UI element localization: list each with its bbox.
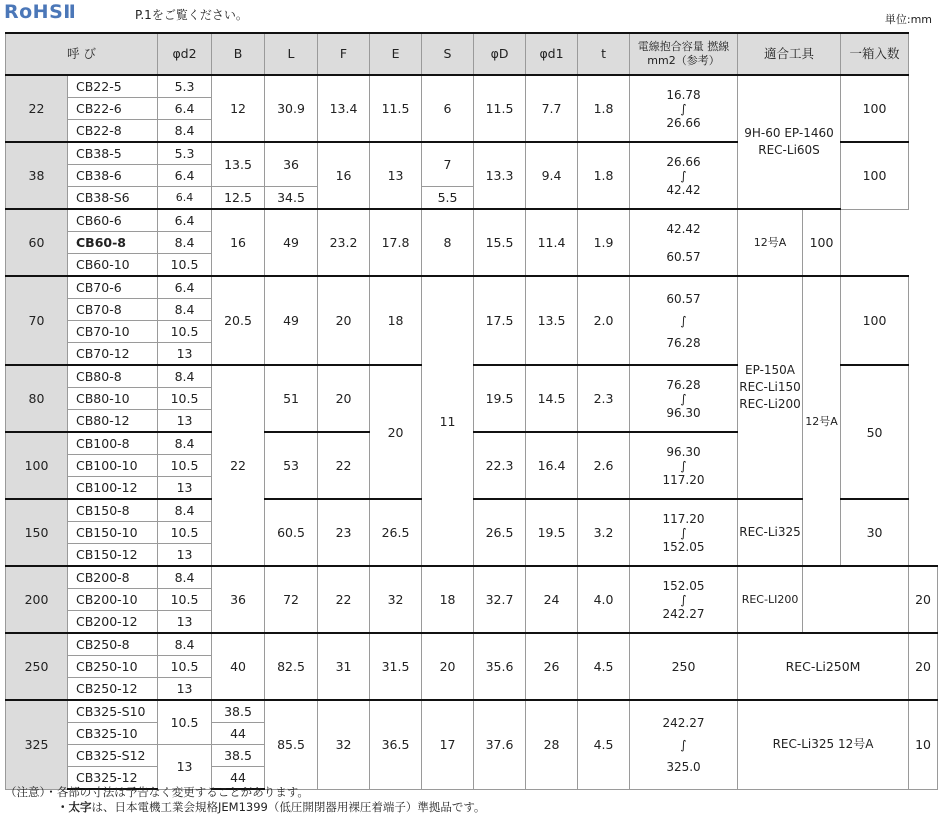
d-cell: 37.6 <box>474 700 526 789</box>
d2-cell: 10.5 <box>158 700 212 745</box>
d2-cell: 13 <box>158 544 212 567</box>
col-t: t <box>578 33 630 75</box>
wire-min: 76.28 <box>666 377 701 392</box>
d2-cell: 8.4 <box>158 499 212 522</box>
tool-cell: REC-Li325 12号A <box>738 700 909 789</box>
wave-mark: ∫ <box>680 525 687 540</box>
l-cell: 36 <box>265 142 318 187</box>
l-cell: 51 <box>265 365 318 432</box>
tool-cell: REC-Li250M <box>738 633 909 700</box>
d2-cell: 6.4 <box>158 98 212 120</box>
col-s: S <box>422 33 474 75</box>
rohs-note: P.1をご覧ください。 <box>135 8 248 22</box>
d1-cell: 24 <box>526 566 578 633</box>
t-cell: 1.8 <box>578 142 630 209</box>
d1-cell: 26 <box>526 633 578 700</box>
size-cell: 100 <box>6 432 68 499</box>
size-cell: 250 <box>6 633 68 700</box>
b-cell: 20.5 <box>212 276 265 365</box>
size-cell: 22 <box>6 75 68 142</box>
model-cell: CB80-10 <box>68 388 158 410</box>
s-cell: 11 <box>422 276 474 566</box>
col-b: B <box>212 33 265 75</box>
wire-max: 76.28 <box>666 335 701 350</box>
col-d1: φd1 <box>526 33 578 75</box>
table-row <box>6 566 938 589</box>
d1-cell: 28 <box>526 700 578 789</box>
wire-max: 96.30 <box>666 405 701 420</box>
wire-cell <box>630 276 738 365</box>
wave-mark: ∫ <box>680 592 687 607</box>
e-cell: 32 <box>370 566 422 633</box>
d2-cell: 10.5 <box>158 455 212 477</box>
b-cell: 12 <box>212 75 265 142</box>
f-cell: 23 <box>318 499 370 566</box>
model-cell: CB325-S10 <box>68 700 158 723</box>
d-cell: 17.5 <box>474 276 526 365</box>
t-cell: 4.5 <box>578 633 630 700</box>
d2-cell: 13 <box>158 611 212 634</box>
d1-cell: 7.7 <box>526 75 578 142</box>
s-cell: 20 <box>422 633 474 700</box>
e-cell: 17.8 <box>370 209 422 276</box>
t-cell: 3.2 <box>578 499 630 566</box>
model-cell: CB22-8 <box>68 120 158 143</box>
tool-cell: 9H-60 EP-1460 REC-Li60S <box>738 75 841 209</box>
wire-min: 152.05 <box>662 578 705 593</box>
box-cell: 50 <box>841 365 909 499</box>
box-cell: 10 <box>909 700 938 789</box>
col-d2: φd2 <box>158 33 212 75</box>
box-cell: 30 <box>841 499 909 566</box>
note-line-2 <box>5 800 485 815</box>
model-cell: CB80-12 <box>68 410 158 433</box>
f-cell: 23.2 <box>318 209 370 276</box>
d1-cell: 14.5 <box>526 365 578 432</box>
wire-max: 325.0 <box>666 759 701 774</box>
l-cell: 34.5 <box>265 187 318 210</box>
model-cell: CB250-8 <box>68 633 158 656</box>
model-cell: CB100-10 <box>68 455 158 477</box>
b-cell: 13.5 <box>212 142 265 187</box>
model-cell: CB200-12 <box>68 611 158 634</box>
d2-cell: 10.5 <box>158 388 212 410</box>
table-row <box>6 209 938 232</box>
tool-12a-cell: 12号A <box>738 209 803 276</box>
d2-cell: 10.5 <box>158 589 212 611</box>
tool-cell: EP-150A REC-Li150 REC-Li200 <box>738 276 803 499</box>
wire-max: 117.20 <box>662 472 705 487</box>
wire-cell <box>630 75 738 142</box>
size-cell: 38 <box>6 142 68 209</box>
d1-cell: 19.5 <box>526 499 578 566</box>
tool-cell: REC-Li325 <box>738 499 803 566</box>
wire-min: 60.57 <box>666 291 701 306</box>
wire-cell <box>630 365 738 432</box>
model-cell: CB70-10 <box>68 321 158 343</box>
note-bold: ・太字 <box>57 800 92 814</box>
note-prefix: （注意） <box>5 785 46 799</box>
d-cell: 26.5 <box>474 499 526 566</box>
d2-cell: 8.4 <box>158 232 212 254</box>
wire-min: 117.20 <box>662 511 705 526</box>
tool-12a-cell: 12号A <box>803 276 841 566</box>
wire-min: 96.30 <box>666 444 701 459</box>
d1-cell: 13.5 <box>526 276 578 365</box>
model-cell: CB250-12 <box>68 678 158 701</box>
s-cell: 7 <box>422 142 474 187</box>
d2-cell: 10.5 <box>158 321 212 343</box>
wire-max: 152.05 <box>662 539 705 554</box>
model-cell: CB60-8 <box>68 232 158 254</box>
l-cell: 53 <box>265 432 318 499</box>
size-cell: 200 <box>6 566 68 633</box>
model-cell: CB100-8 <box>68 432 158 455</box>
model-cell: CB38-6 <box>68 165 158 187</box>
model-cell: CB150-8 <box>68 499 158 522</box>
table-row <box>6 700 938 723</box>
wire-min: 42.42 <box>666 221 701 236</box>
d2-cell: 13 <box>158 678 212 701</box>
model-cell: CB70-8 <box>68 299 158 321</box>
wire-cell: 250 <box>630 633 738 700</box>
e-cell: 20 <box>370 365 422 499</box>
wire-max: 26.66 <box>666 115 701 130</box>
d2-cell: 13 <box>158 410 212 433</box>
col-wire: 電線抱合容量 撚線mm2（参考） <box>630 33 738 75</box>
l-cell: 85.5 <box>265 700 318 789</box>
wire-max: 60.57 <box>666 249 701 264</box>
box-cell: 20 <box>909 566 938 633</box>
tool-cell: REC-LI200 <box>738 566 803 633</box>
t-cell: 2.0 <box>578 276 630 365</box>
wire-min: 16.78 <box>666 87 701 102</box>
d2-cell: 10.5 <box>158 522 212 544</box>
d2-cell: 8.4 <box>158 120 212 143</box>
d-cell: 13.3 <box>474 142 526 209</box>
d-cell: 11.5 <box>474 75 526 142</box>
note-text-1: ・各部の寸法は予告なく変更することがあります。 <box>45 785 309 799</box>
model-cell: CB200-10 <box>68 589 158 611</box>
t-cell: 1.8 <box>578 75 630 142</box>
d2-cell: 8.4 <box>158 432 212 455</box>
size-cell: 150 <box>6 499 68 566</box>
model-cell: CB22-6 <box>68 98 158 120</box>
wire-cell <box>630 142 738 209</box>
l-cell: 30.9 <box>265 75 318 142</box>
col-tools: 適合工具 <box>738 33 841 75</box>
box-cell: 100 <box>803 209 841 276</box>
model-cell: CB22-5 <box>68 75 158 98</box>
f-cell: 22 <box>318 432 370 499</box>
wire-max: 42.42 <box>666 182 701 197</box>
model-cell: CB60-6 <box>68 209 158 232</box>
s-cell: 17 <box>422 700 474 789</box>
box-cell: 100 <box>841 142 909 209</box>
e-cell: 26.5 <box>370 499 422 566</box>
e-cell: 36.5 <box>370 700 422 789</box>
model-cell: CB100-12 <box>68 477 158 500</box>
model-cell: CB325-10 <box>68 723 158 745</box>
wire-cell <box>630 499 738 566</box>
wave-mark: ∫ <box>680 313 687 328</box>
model-cell: CB200-8 <box>68 566 158 589</box>
wire-min: 242.27 <box>662 715 705 730</box>
table-row <box>6 633 938 656</box>
wave-mark: ∫ <box>680 458 687 473</box>
d2-cell: 5.3 <box>158 142 212 165</box>
wire-cell <box>630 566 738 633</box>
d-cell: 32.7 <box>474 566 526 633</box>
l-cell: 49 <box>265 276 318 365</box>
d-cell: 35.6 <box>474 633 526 700</box>
b-cell: 44 <box>212 767 265 790</box>
d1-cell: 11.4 <box>526 209 578 276</box>
t-cell: 4.0 <box>578 566 630 633</box>
col-yobi: 呼 び <box>6 33 158 75</box>
size-cell: 325 <box>6 700 68 789</box>
tool-empty-cell <box>803 566 909 633</box>
col-box: 一箱入数 <box>841 33 909 75</box>
f-cell: 32 <box>318 700 370 789</box>
f-cell: 22 <box>318 566 370 633</box>
l-cell: 72 <box>265 566 318 633</box>
wire-min: 26.66 <box>666 154 701 169</box>
d2-cell: 10.5 <box>158 254 212 277</box>
spec-table <box>5 32 938 790</box>
f-cell: 13.4 <box>318 75 370 142</box>
model-cell: CB70-6 <box>68 276 158 299</box>
col-f: F <box>318 33 370 75</box>
d2-cell: 6.4 <box>158 276 212 299</box>
wave-mark: ∫ <box>680 737 687 752</box>
d2-cell: 13 <box>158 343 212 366</box>
wave-mark: ∫ <box>680 168 687 183</box>
l-cell: 49 <box>265 209 318 276</box>
e-cell: 13 <box>370 142 422 209</box>
box-cell: 20 <box>909 633 938 700</box>
wire-cell <box>630 700 738 789</box>
d2-cell: 6.4 <box>158 209 212 232</box>
d2-cell: 6.4 <box>158 165 212 187</box>
d2-cell: 8.4 <box>158 299 212 321</box>
d1-cell: 9.4 <box>526 142 578 209</box>
l-cell: 82.5 <box>265 633 318 700</box>
e-cell: 31.5 <box>370 633 422 700</box>
t-cell: 4.5 <box>578 700 630 789</box>
wire-max: 242.27 <box>662 606 705 621</box>
s-cell: 6 <box>422 75 474 142</box>
table-row <box>6 276 938 299</box>
box-cell: 100 <box>841 276 909 365</box>
e-cell: 18 <box>370 276 422 365</box>
t-cell: 2.6 <box>578 432 630 499</box>
wave-mark <box>630 236 737 250</box>
col-e: E <box>370 33 422 75</box>
model-cell: CB325-12 <box>68 767 158 790</box>
d2-cell: 5.3 <box>158 75 212 98</box>
model-cell: CB150-10 <box>68 522 158 544</box>
model-cell: CB325-S12 <box>68 745 158 767</box>
model-cell: CB80-8 <box>68 365 158 388</box>
t-cell: 1.9 <box>578 209 630 276</box>
d1-cell: 16.4 <box>526 432 578 499</box>
page-header <box>0 0 940 30</box>
wire-cell <box>630 209 738 276</box>
b-cell: 38.5 <box>212 745 265 767</box>
d2-cell: 10.5 <box>158 656 212 678</box>
model-cell: CB38-S6 <box>68 187 158 210</box>
b-cell: 36 <box>212 566 265 633</box>
rohs-logo: RoHSⅡ <box>4 1 77 23</box>
d2-cell: 8.4 <box>158 633 212 656</box>
wire-cell <box>630 432 738 499</box>
b-cell: 38.5 <box>212 700 265 723</box>
s-cell: 5.5 <box>422 187 474 210</box>
d-cell: 15.5 <box>474 209 526 276</box>
f-cell: 20 <box>318 276 370 365</box>
size-cell: 70 <box>6 276 68 365</box>
note-text-2: は、日本電機工業会規格JEM1399（低圧開閉器用裸圧着端子）準拠品です。 <box>91 800 486 814</box>
d-cell: 22.3 <box>474 432 526 499</box>
model-cell: CB250-10 <box>68 656 158 678</box>
d2-cell: 6.4 <box>158 187 212 210</box>
s-cell: 8 <box>422 209 474 276</box>
b-cell: 22 <box>212 365 265 566</box>
note-line-1 <box>5 785 485 800</box>
l-cell: 60.5 <box>265 499 318 566</box>
table-row <box>6 75 938 98</box>
model-cell: CB150-12 <box>68 544 158 567</box>
b-cell: 44 <box>212 723 265 745</box>
size-cell: 80 <box>6 365 68 432</box>
d2-cell: 13 <box>158 745 212 790</box>
col-d: φD <box>474 33 526 75</box>
box-cell: 100 <box>841 75 909 142</box>
s-cell: 18 <box>422 566 474 633</box>
b-cell: 16 <box>212 209 265 276</box>
wave-mark: ∫ <box>680 101 687 116</box>
d-cell: 19.5 <box>474 365 526 432</box>
col-l: L <box>265 33 318 75</box>
model-cell: CB60-10 <box>68 254 158 277</box>
size-cell: 60 <box>6 209 68 276</box>
notes <box>5 785 485 815</box>
b-cell: 12.5 <box>212 187 265 210</box>
table-header-row <box>6 33 938 75</box>
d2-cell: 8.4 <box>158 566 212 589</box>
wave-mark: ∫ <box>680 391 687 406</box>
f-cell: 16 <box>318 142 370 209</box>
e-cell: 11.5 <box>370 75 422 142</box>
model-cell: CB70-12 <box>68 343 158 366</box>
model-cell: CB38-5 <box>68 142 158 165</box>
d2-cell: 8.4 <box>158 365 212 388</box>
unit-label: 単位:mm <box>884 13 932 26</box>
f-cell: 20 <box>318 365 370 432</box>
d2-cell: 13 <box>158 477 212 500</box>
t-cell: 2.3 <box>578 365 630 432</box>
b-cell: 40 <box>212 633 265 700</box>
f-cell: 31 <box>318 633 370 700</box>
